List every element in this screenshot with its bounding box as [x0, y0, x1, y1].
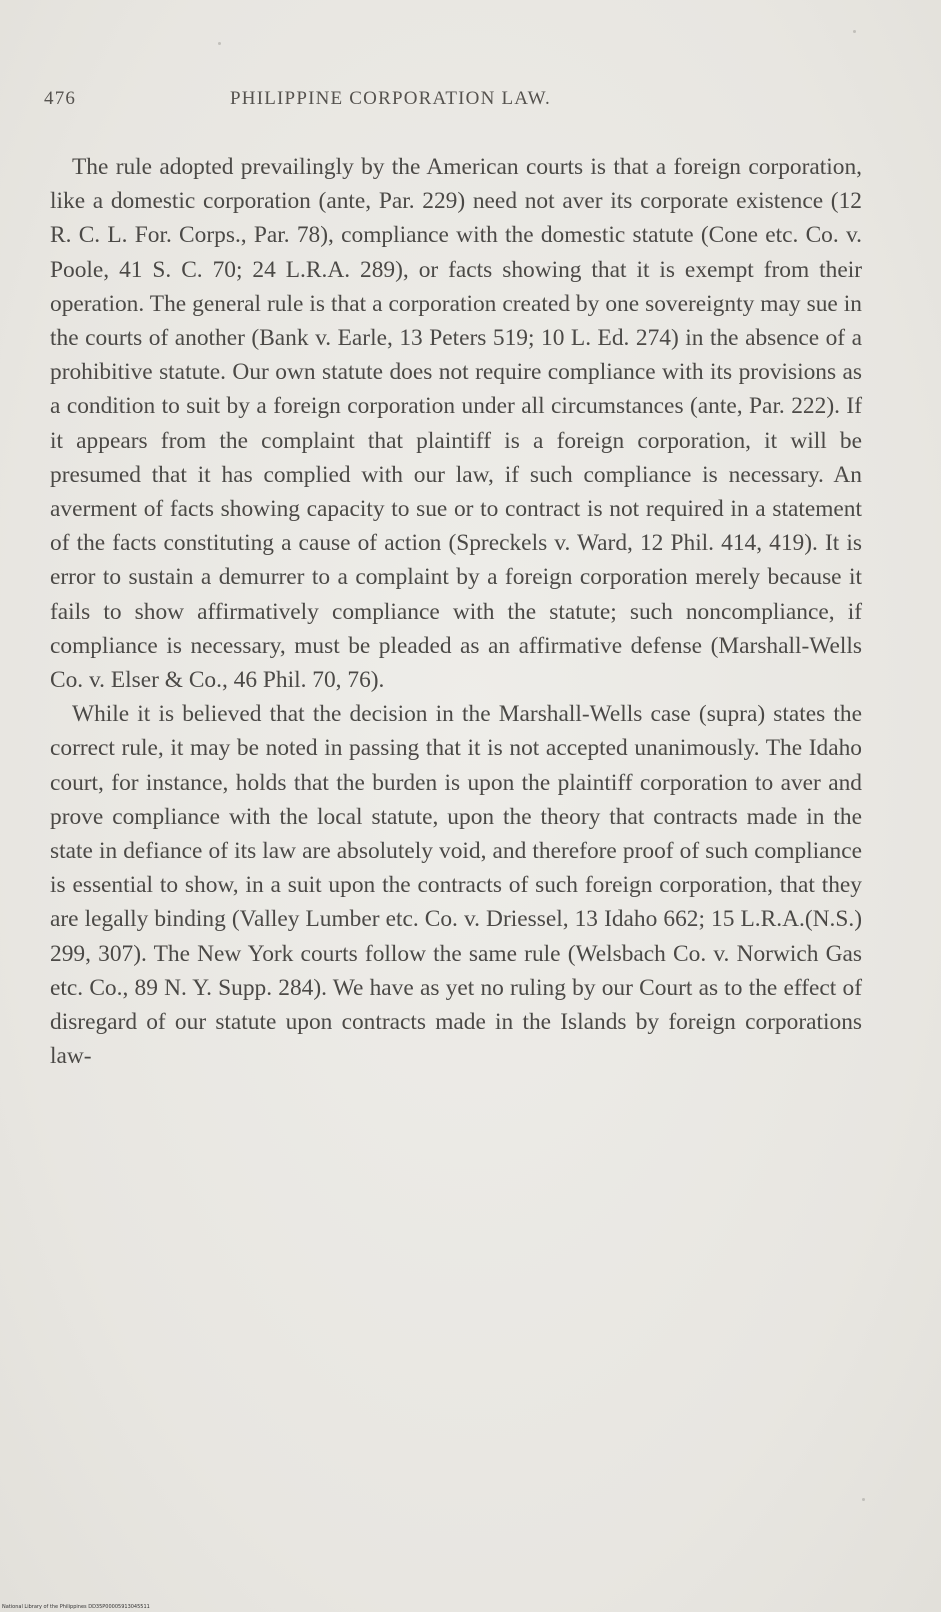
paragraph-2: While it is believed that the decision in the Marshall-Wells case (supra) states the correct rule, it may be noted in passing that it is not accepted unanimously. The Idaho court, for instance, holds that the burden is upon the plaintiff corporation to aver and prove compliance with the local statute, upon the theory that contracts made in the state in defiance of its law are absolutely void, and therefore proof of such compliance is essential to show, in a suit upon the contracts of such foreign corporation, that they are legally binding (Valley Lumber etc. Co. v. Driessel, 13 Idaho 662; 15 L.R.A.(N.S.) 299, 307). The New York courts follow the same rule (Welsbach Co. v. Norwich Gas etc. Co., 89 N. Y. Supp. 284). We have as yet no ruling by our Court as to the effect of disregard of our statute upon contracts made in the Islands by foreign corporations law-: [50, 701, 862, 1070]
running-title: PHILIPPINE CORPORATION LAW.: [230, 88, 551, 109]
page-number: 476: [44, 88, 77, 109]
scan-credit: National Library of the Philippines DD35P00005913045511: [2, 1604, 150, 1610]
paper-speck: [853, 30, 856, 33]
paragraph-1: The rule adopted prevailingly by the American courts is that a foreign corporation, like a domestic corporation (ante, Par. 229) need not aver its corporate existence (12 R. C. L. For. Corps., Par. 78), compliance with the domestic statute (Cone etc. Co. v. Poole, 41 S. C. 70; 24 L.R.A. 289), or facts showing that it is exempt from their operation. The general rule is that a corporation created by one sovereignty may sue in the courts of another (Bank v. Earle, 13 Peters 519; 10 L. Ed. 274) in the absence of a prohibitive statute. Our own statute does not require compliance with its provisions as a condition to suit by a foreign corporation under all circumstances (ante, Par. 222). If it appears from the complaint that plaintiff is a foreign corporation, it will be presumed that it has complied with our law, if such compliance is necessary. An averment of facts showing capacity to sue or to contract is not required in a statement of the facts constituting a cause of action (Spreckels v. Ward, 12 Phil. 414, 419). It is error to sustain a demurrer to a complaint by a foreign corporation merely because it fails to show affirmatively compliance with the statute; such noncompliance, if compliance is necessary, must be pleaded as an affirmative defense (Marshall-Wells Co. v. Elser & Co., 46 Phil. 70, 76).: [50, 154, 862, 694]
paper-speck: [218, 42, 221, 45]
paper-speck: [862, 1498, 865, 1501]
body-text: [50, 150, 862, 1073]
page-header: [44, 88, 884, 118]
